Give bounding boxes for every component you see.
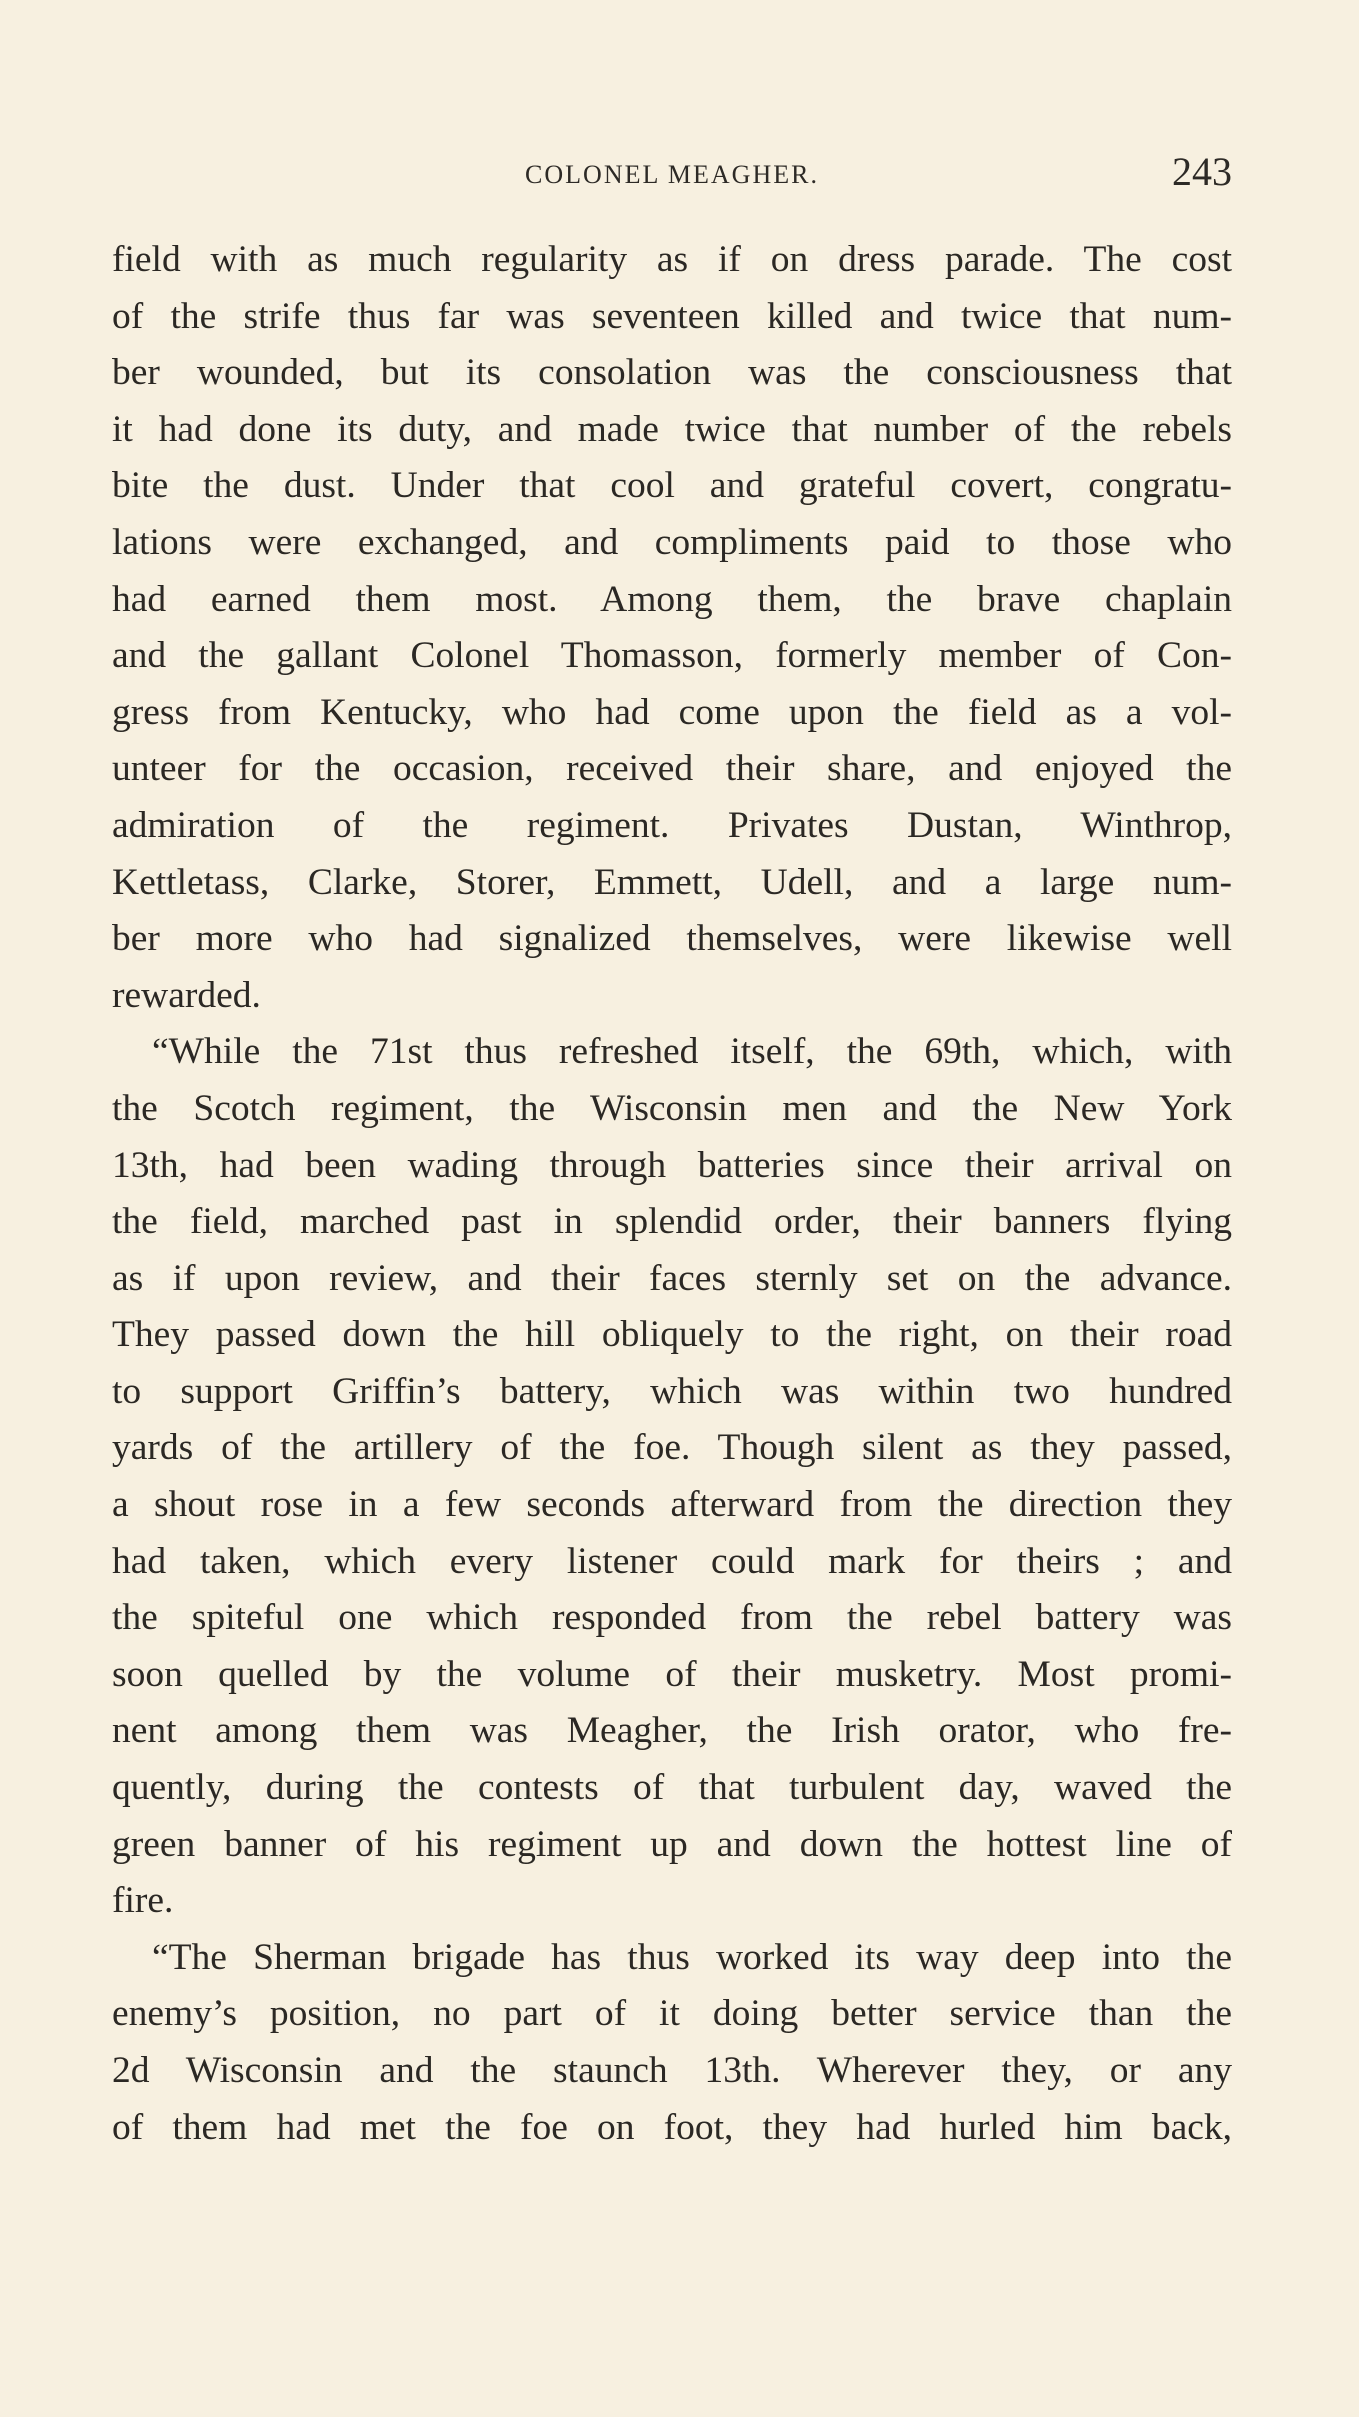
text-line: enemy’s position, no part of it doing better service than the <box>112 1993 1232 2035</box>
running-head-title: COLONEL MEAGHER. <box>525 160 819 189</box>
text-line: yards of the artillery of the foe. Though silent as they passed, <box>112 1427 1232 1469</box>
text-line: it had done its duty, and made twice that number of the rebels <box>112 408 1232 450</box>
text-line: 2d Wisconsin and the staunch 13th. Wherever they, or any <box>112 2050 1232 2091</box>
text-line: green banner of his regiment up and down the hottest line of <box>112 1823 1232 1865</box>
text-line: bite the dust. Under that cool and grateful covert, congratu- <box>112 465 1232 507</box>
text-line: Kettletass, Clarke, Storer, Emmett, Udell, and a large num- <box>112 861 1232 903</box>
text-line: nent among them was Meagher, the Irish orator, who fre- <box>112 1710 1232 1752</box>
running-head <box>112 148 1232 198</box>
text-line: had earned them most. Among them, the brave chaplain <box>112 578 1232 620</box>
text-line: fire. <box>112 1880 174 1922</box>
text-line: quently, during the contests of that turbulent day, waved the <box>112 1767 1232 1809</box>
text-line: They passed down the hill obliquely to the right, on their road <box>112 1314 1232 1356</box>
text-line: “While the 71st thus refreshed itself, the 69th, which, with <box>152 1031 1232 1073</box>
text-line: 13th, had been wading through batteries since their arrival on <box>112 1144 1232 1186</box>
text-line: of them had met the foe on foot, they had hurled him back, <box>112 2106 1232 2148</box>
text-line: soon quelled by the volume of their musketry. Most promi- <box>112 1653 1232 1695</box>
text-line: lations were exchanged, and compliments paid to those who <box>112 521 1232 563</box>
text-line: to support Griffin’s battery, which was within two hundred <box>112 1370 1232 1412</box>
text-line: admiration of the regiment. Privates Dustan, Winthrop, <box>112 804 1232 846</box>
text-line: as if upon review, and their faces sternly set on the advance. <box>112 1257 1232 1299</box>
text-line: the field, marched past in splendid order, their banners flying <box>112 1201 1232 1243</box>
text-line: ber more who had signalized themselves, were likewise well <box>112 918 1232 960</box>
text-line: field with as much regularity as if on dress parade. The cost <box>112 239 1232 280</box>
text-line: “The Sherman brigade has thus worked its way deep into the <box>152 1936 1232 1978</box>
text-line: the spiteful one which responded from the rebel battery was <box>112 1597 1232 1639</box>
text-line: ber wounded, but its consolation was the consciousness that <box>112 352 1232 394</box>
text-line: unteer for the occasion, received their share, and enjoyed the <box>112 748 1232 790</box>
text-line: and the gallant Colonel Thomasson, formerly member of Con- <box>112 635 1232 677</box>
text-line: a shout rose in a few seconds afterward from the direction they <box>112 1484 1232 1526</box>
text-line: the Scotch regiment, the Wisconsin men and the New York <box>112 1087 1232 1129</box>
text-line: rewarded. <box>112 974 261 1016</box>
page-number: 243 <box>1172 149 1232 194</box>
text-line: gress from Kentucky, who had come upon the field as a vol- <box>112 691 1232 733</box>
text-line: had taken, which every listener could mark for theirs ; and <box>112 1540 1232 1582</box>
body-text <box>112 232 1232 2156</box>
text-line: of the strife thus far was seventeen killed and twice that num- <box>112 295 1232 337</box>
